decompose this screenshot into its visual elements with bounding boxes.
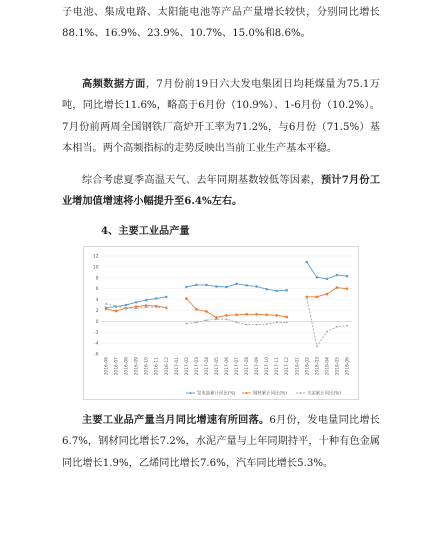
x-tick-label: 2017-03 (194, 357, 200, 376)
data-point (195, 308, 198, 311)
y-tick-label: 12 (92, 254, 99, 260)
output-lead: 主要工业品产量当月同比增速有所回落。 (82, 414, 270, 426)
x-tick-label: 2017-06 (225, 357, 230, 376)
x-tick-label: 2018-06 (345, 357, 351, 376)
data-point (326, 293, 329, 296)
legend-marker (190, 392, 192, 394)
industrial-output-chart (83, 246, 359, 400)
data-point (306, 261, 309, 264)
data-point (145, 306, 147, 308)
data-point (265, 313, 268, 316)
y-tick-label: 8 (95, 276, 99, 282)
data-point (336, 274, 339, 277)
x-tick-label: 2018-02 (305, 357, 311, 376)
y-tick-label: -4 (94, 341, 99, 347)
intro-paragraph (62, 2, 380, 45)
data-point (135, 307, 137, 309)
data-point (115, 310, 118, 313)
data-point (276, 322, 278, 324)
output-paragraph (62, 410, 380, 474)
data-point (306, 297, 308, 299)
legend-marker (246, 392, 248, 394)
forecast-text: 综合考虑夏季高温天气、去年同期基数较低等因素， (82, 175, 321, 186)
data-point (266, 323, 268, 325)
x-tick-label: 2017-08 (245, 357, 251, 376)
chart-canvas (84, 247, 360, 401)
legend-label: 水泥累计同比(%) (307, 391, 341, 397)
data-point (235, 283, 238, 286)
high-frequency-lead: 高频数据方面 (82, 78, 146, 90)
data-point (165, 296, 168, 299)
data-point (125, 304, 128, 307)
data-point (225, 286, 228, 289)
high-frequency-paragraph (62, 74, 380, 159)
data-point (225, 314, 228, 317)
x-tick-label: 2018-04 (325, 357, 331, 376)
data-point (285, 289, 288, 292)
data-point (256, 324, 258, 326)
x-tick-label: 2016-11 (154, 357, 160, 376)
data-point (346, 325, 348, 327)
forecast-conclusion: 预计7月份工业增加值增速将小幅提升至6.4%左右。 (62, 174, 381, 208)
legend-marker (300, 392, 302, 394)
data-point (206, 319, 208, 321)
data-point (185, 286, 188, 289)
data-point (346, 275, 349, 278)
x-tick-label: 2017-05 (214, 357, 220, 376)
data-point (275, 290, 278, 293)
data-point (326, 278, 329, 281)
data-point (346, 287, 349, 290)
x-tick-label: 2017-11 (275, 357, 281, 376)
data-point (326, 331, 328, 333)
data-point (316, 295, 319, 298)
data-point (155, 306, 157, 308)
data-point (336, 326, 338, 328)
data-point (105, 307, 108, 310)
y-tick-label: -6 (94, 352, 99, 358)
y-tick-label: 6 (95, 287, 99, 293)
data-point (115, 305, 117, 307)
series-line (307, 262, 347, 279)
data-point (216, 318, 218, 320)
data-point (235, 313, 238, 316)
x-tick-label: 2017-04 (204, 357, 210, 376)
x-tick-label: 2017-09 (255, 357, 261, 376)
x-tick-label: 2016-10 (144, 357, 150, 376)
output-text: 6月份，发电量同比增长6.7%，钢材同比增长7.2%，水泥产量与上年同期持平，十种有色金属同比增长1.9%，乙烯同比增长7.6%，汽车同比增长5.3%。 (62, 415, 380, 469)
x-tick-label: 2016-06 (104, 357, 110, 376)
data-point (185, 297, 188, 300)
x-tick-label: 2016-07 (114, 357, 120, 376)
x-tick-label: 2016-08 (124, 357, 130, 376)
x-tick-label: 2017-10 (265, 357, 271, 376)
chart-gridlines (101, 256, 352, 354)
data-point (286, 322, 288, 324)
intro-text: 子电池、集成电路、太阳能电池等产品产量增长较快，分别同比增长88.1%、16.9%、23.9%、10.7%、15.0%和8.6%。 (62, 7, 380, 40)
data-point (226, 318, 228, 320)
y-tick-label: 10 (92, 265, 99, 271)
x-tick-label: 2018-01 (295, 357, 301, 376)
section-heading: 4、主要工业品产量 (101, 225, 190, 237)
data-point (195, 284, 198, 287)
data-point (255, 313, 258, 316)
data-point (285, 316, 288, 319)
x-tick-label: 2017-01 (174, 357, 180, 376)
data-point (185, 323, 187, 325)
x-tick-label: 2016-12 (164, 357, 170, 376)
data-point (195, 322, 197, 324)
x-tick-label: 2016-09 (134, 357, 140, 376)
forecast-paragraph (62, 170, 380, 213)
series-line (307, 298, 347, 347)
high-frequency-text: ，7月份前19日六大发电集团日均耗煤量为75.1万吨，同比增长11.6%，略高于6月份（10.9%）、1-6月份（10.2%）。7月份前两周全国钢铁厂高炉开工率为71.2%，与6月份（71.5%）基本相当。两个高频指标的走势反映出当前工业生产基本平稳。 (62, 79, 380, 154)
data-point (135, 301, 138, 304)
data-point (336, 286, 339, 289)
y-tick-label: -2 (94, 330, 99, 336)
legend-label: 钢材累计同比(%) (253, 391, 287, 397)
data-point (246, 324, 248, 326)
data-point (215, 285, 218, 288)
data-point (255, 285, 258, 288)
x-tick-label: 2017-02 (184, 357, 190, 376)
data-point (275, 314, 278, 317)
x-tick-label: 2017-12 (285, 357, 291, 376)
data-point (205, 310, 208, 313)
y-tick-label: 4 (95, 298, 99, 304)
x-tick-label: 2018-05 (335, 357, 341, 376)
data-point (205, 284, 208, 287)
data-point (245, 284, 248, 287)
data-point (316, 276, 319, 279)
data-point (105, 303, 107, 305)
chart-series (105, 261, 349, 348)
y-tick-label: 2 (95, 308, 99, 314)
data-point (236, 322, 238, 324)
data-point (245, 313, 248, 316)
x-tick-label: 2017-07 (235, 357, 241, 376)
x-tick-label: 2018-03 (315, 357, 321, 376)
y-tick-label: 0 (95, 319, 99, 325)
legend-label: 发电量累计同比(%) (197, 391, 236, 397)
chart-legend (186, 390, 341, 397)
data-point (145, 299, 148, 302)
chart-axes (93, 254, 351, 376)
data-point (125, 307, 127, 309)
data-point (265, 288, 268, 291)
data-point (155, 297, 158, 300)
data-point (316, 345, 318, 347)
data-point (165, 307, 167, 309)
